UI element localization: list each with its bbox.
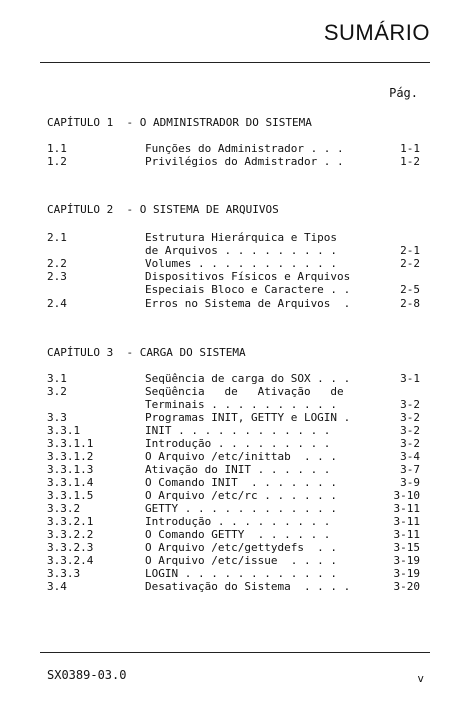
toc-entry-page: 3-19 [393, 554, 420, 567]
toc-entry-title: Erros no Sistema de Arquivos . [145, 297, 351, 310]
toc-entry-title: Seqüência de Ativação de [145, 385, 344, 398]
page-number: v [417, 672, 424, 685]
toc-entry-title: LOGIN . . . . . . . . . . . . [145, 567, 338, 580]
toc-entry-number: 2.2 [47, 257, 67, 270]
toc-entry-page: 3-2 [400, 398, 420, 411]
toc-entry-number: 3.3.1.1 [47, 437, 94, 450]
toc-entry-page: 2-2 [400, 257, 420, 270]
toc-entry-page: 3-7 [400, 463, 420, 476]
document-code: SX0389-03.0 [47, 668, 127, 682]
toc-entry-number: 2.1 [47, 231, 67, 244]
toc-entry-title: Volumes . . . . . . . . . . . [145, 257, 338, 270]
toc-entry-number: 3.2 [47, 385, 67, 398]
toc-entry-number: 3.3.2.3 [47, 541, 94, 554]
toc-entry-number: 3.3.1 [47, 424, 81, 437]
toc-entry-page: 3-15 [393, 541, 420, 554]
toc-entry-page: 3-2 [400, 424, 420, 437]
toc-entry-number: 2.3 [47, 270, 67, 283]
toc-entry-number: 1.1 [47, 142, 67, 155]
toc-entry-title: Programas INIT, GETTY e LOGIN . [145, 411, 351, 424]
toc-entry-title: O Arquivo /etc/inittab . . . [145, 450, 338, 463]
toc-entry-page: 3-20 [393, 580, 420, 593]
toc-entry-page: 1-1 [400, 142, 420, 155]
toc-entry-number: 3.3.2.4 [47, 554, 94, 567]
toc-entry-page: 2-1 [400, 244, 420, 257]
page-title: SUMÁRIO [323, 20, 430, 45]
toc-entry-page: 3-2 [400, 437, 420, 450]
toc-entry-title: Privilégios do Admistrador . . [145, 155, 344, 168]
toc-entry-title: GETTY . . . . . . . . . . . . [145, 502, 338, 515]
toc-entry-title: Seqüência de carga do SOX . . . [145, 372, 351, 385]
toc-entry-number: 1.2 [47, 155, 67, 168]
toc-entry-number: 3.3.2.2 [47, 528, 94, 541]
toc-entry-number: 3.3.2 [47, 502, 81, 515]
chapter-3-heading: CAPÍTULO 3 - CARGA DO SISTEMA [47, 346, 246, 359]
toc-entry-number: 3.3.2.1 [47, 515, 94, 528]
toc-entry-page: 3-2 [400, 411, 420, 424]
toc-entry-number: 3.3.1.2 [47, 450, 94, 463]
toc-entry-number: 3.3 [47, 411, 67, 424]
toc-entry-page: 2-5 [400, 283, 420, 296]
toc-entry-title: de Arquivos . . . . . . . . . [145, 244, 338, 257]
toc-entry-page: 3-10 [393, 489, 420, 502]
toc-entry-number: 3.3.3 [47, 567, 81, 580]
toc-entry-page: 3-1 [400, 372, 420, 385]
toc-entry-title: Introdução . . . . . . . . . [145, 515, 331, 528]
footer-rule [40, 652, 430, 653]
toc-entry-title: O Arquivo /etc/gettydefs . . [145, 541, 338, 554]
toc-entry-title: Funções do Administrador . . . [145, 142, 344, 155]
toc-entry-title: O Arquivo /etc/rc . . . . . . [145, 489, 338, 502]
chapter-2-heading: CAPÍTULO 2 - O SISTEMA DE ARQUIVOS [47, 203, 279, 216]
toc-entry-number: 3.1 [47, 372, 67, 385]
toc-entry-title: Desativação do Sistema . . . . [145, 580, 351, 593]
toc-entry-title: Especiais Bloco e Caractere . . [145, 283, 351, 296]
toc-entry-title: O Comando GETTY . . . . . . [145, 528, 331, 541]
toc-entry-page: 3-4 [400, 450, 420, 463]
toc-entry-title: Dispositivos Físicos e Arquivos [145, 270, 351, 283]
toc-entry-number: 3.4 [47, 580, 67, 593]
toc-entry-page: 3-11 [393, 528, 420, 541]
toc-entry-title: Estrutura Hierárquica e Tipos [145, 231, 338, 244]
toc-entry-number: 3.3.1.4 [47, 476, 94, 489]
toc-entry-page: 3-19 [393, 567, 420, 580]
toc-entry-page: 1-2 [400, 155, 420, 168]
toc-entry-page: 3-11 [393, 502, 420, 515]
toc-entry-title: Ativação do INIT . . . . . . [145, 463, 331, 476]
toc-entry-title: INIT . . . . . . . . . . . . [145, 424, 331, 437]
toc-entry-page: 3-11 [393, 515, 420, 528]
toc-entry-number: 3.3.1.5 [47, 489, 94, 502]
toc-entry-number: 3.3.1.3 [47, 463, 94, 476]
toc-entry-page: 2-8 [400, 297, 420, 310]
toc-entry-title: O Comando INIT . . . . . . . [145, 476, 338, 489]
page-column-label: Pág. [389, 86, 418, 100]
toc-entry-title: Terminais . . . . . . . . . . [145, 398, 338, 411]
toc-entry-number: 2.4 [47, 297, 67, 310]
toc-entry-title: Introdução . . . . . . . . . [145, 437, 331, 450]
header-rule [40, 62, 430, 63]
chapter-1-heading: CAPÍTULO 1 - O ADMINISTRADOR DO SISTEMA [47, 116, 312, 129]
toc-entry-title: O Arquivo /etc/issue . . . . [145, 554, 338, 567]
toc-entry-page: 3-9 [400, 476, 420, 489]
